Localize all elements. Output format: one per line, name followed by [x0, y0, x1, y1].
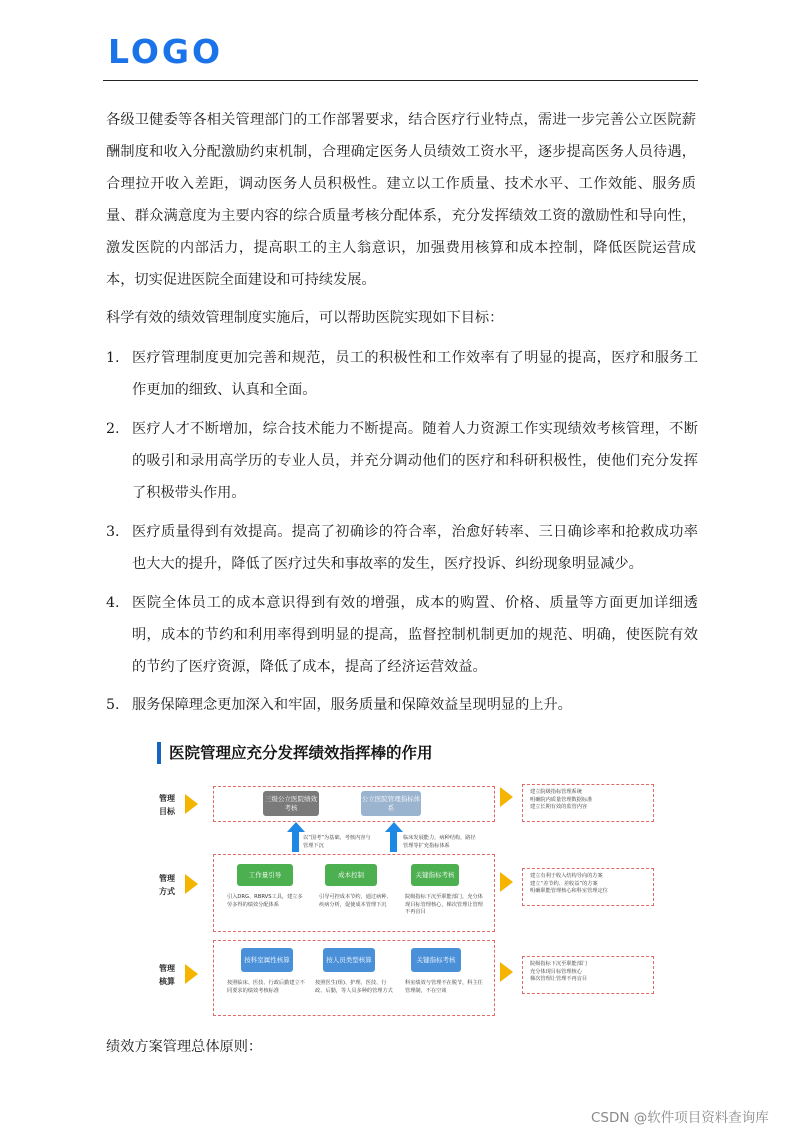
- method-desc: 院级指标下沉至职能部门，充分体现目标管理核心，梯次管理让管理不再盲目: [405, 894, 483, 915]
- logo: LOGO: [108, 32, 224, 71]
- lead-paragraph: 科学有效的绩效管理制度实施后，可以帮助医院实现如下目标：: [106, 310, 504, 326]
- list-item: [106, 689, 698, 721]
- method-side-text: 建立有利于收入结构导向的方案 建立“差节约、差收益”的方案 明确职能管理核心和科室管理定位: [530, 873, 608, 894]
- list-item-number: 2.: [106, 421, 120, 437]
- watermark: CSDN @软件项目资料查询库: [591, 1110, 769, 1126]
- goal-side-text: 建立院级指标管理系统 明确院内质量管理数据标准 建立长期有效的监管内容: [530, 789, 593, 810]
- header-divider: [103, 80, 698, 81]
- list-item-number: 5.: [106, 697, 120, 713]
- up-arrow-icon: [287, 822, 305, 832]
- goal-box: [213, 786, 495, 822]
- intro-paragraph: 各级卫健委等各相关管理部门的工作部署要求，结合医疗行业特点，需进一步完善公立医院薪酬制度和收入分配激励约束机制，合理确定医务人员绩效工资水平，逐步提高医务人员待遇，合理拉开收入差距，调动医务人员积极性。建立以工作质量、技术水平、工作效能、服务质量、群众满意度为主要内容的综合质量考核分配体系，充分发挥绩效工资的激励性和导向性，激发医院的内部活力，提高职工的主人翁意识，加强费用核算和成本控制，降低医院运营成本，切实促进医院全面建设和可持续发展。: [106, 112, 696, 288]
- row-label-accounting: 管理 核算: [159, 964, 175, 986]
- list-item: [106, 516, 698, 580]
- accounting-desc: 按照医生(组)、护理、医技、行政、后勤，等人员多种的管理方式: [315, 980, 393, 994]
- chevron-right-icon: [500, 872, 513, 892]
- closing-paragraph: 绩效方案管理总体原则：: [106, 1039, 263, 1055]
- chevron-right-icon: [185, 874, 198, 894]
- list-item-text: 医疗人才不断增加，综合技术能力不断提高。随着人力资源工作实现绩效考核管理，不断的吸引和录用高学历的专业人员，并充分调动他们的医疗和科研积极性，使他们充分发挥了积极带头作用。: [132, 421, 698, 501]
- accounting-item: 按科室属性核算: [241, 948, 293, 972]
- chevron-right-icon: [500, 962, 513, 982]
- list-item: [106, 342, 698, 406]
- list-item-number: 1.: [106, 350, 120, 366]
- up-arrow-icon: [385, 822, 403, 832]
- accounting-item: 关键指标考核: [411, 948, 461, 972]
- goal-item: 公立医院管理指标体系: [361, 791, 421, 816]
- accounting-desc: 按照临床、医技、行政后勤建立不同要求的绩效考核标准: [227, 980, 305, 994]
- method-desc: 引入DRG、RBRVS工具，建立多劳多得的绩效分配体系: [227, 894, 303, 908]
- row-label-method: 管理 方式: [159, 874, 175, 896]
- list-item-number: 4.: [106, 595, 120, 611]
- method-desc: 引导可控成本节约，通过病种、疾病分析，促使成本管理下沉: [319, 894, 392, 908]
- row-label-goal: 管理 目标: [159, 794, 175, 816]
- goal-item: 三级公立医院绩效考核: [263, 791, 319, 816]
- list-item-number: 3.: [106, 524, 120, 540]
- up-arrow-stem: [390, 832, 397, 852]
- up-arrow-stem: [292, 832, 299, 852]
- figure-title: 医院管理应充分发挥绩效指挥棒的作用: [157, 742, 433, 764]
- arrow-note: 临床发展能力，病种结构，路径管理等扩充指标体系: [403, 835, 476, 849]
- list-item-text: 医疗管理制度更加完善和规范，员工的积极性和工作效率有了明显的提高，医疗和服务工作更加的细致、认真和全面。: [132, 350, 698, 398]
- chevron-right-icon: [185, 794, 198, 814]
- management-figure: [157, 738, 497, 1018]
- list-item-text: 医疗质量得到有效提高。提高了初确诊的符合率，治愈好转率、三日确诊率和抢救成功率也大大的提升，降低了医疗过失和事故率的发生，医疗投诉、纠纷现象明显减少。: [132, 524, 698, 572]
- accounting-item: 按人员类型核算: [323, 948, 375, 972]
- method-item: 关键指标考核: [411, 864, 459, 886]
- list-item: [106, 587, 698, 683]
- method-item: 成本控制: [325, 864, 377, 886]
- accounting-desc: 科室绩效与管理不在脱节，科主任管理制，不在空谈: [405, 980, 483, 994]
- method-item: 工作量引导: [237, 864, 293, 886]
- list-item-text: 服务保障理念更加深入和牢固，服务质量和保障效益呈现明显的上升。: [132, 697, 572, 713]
- arrow-note: 以“国考”为基础，考核内容与管理下沉: [303, 835, 371, 849]
- accounting-side-text: 院级指标下沉至职能部门 充分体现目标管理核心 梯次管理让管理不再盲目: [530, 961, 588, 982]
- list-item: [106, 413, 698, 509]
- chevron-right-icon: [185, 964, 198, 984]
- list-item-text: 医院全体员工的成本意识得到有效的增强，成本的购置、价格、质量等方面更加详细透明，成本的节约和利用率得到明显的提高，监督控制机制更加的规范、明确，使医院有效的节约了医疗资源，降低了成本，提高了经济运营效益。: [132, 595, 698, 675]
- chevron-right-icon: [500, 787, 513, 807]
